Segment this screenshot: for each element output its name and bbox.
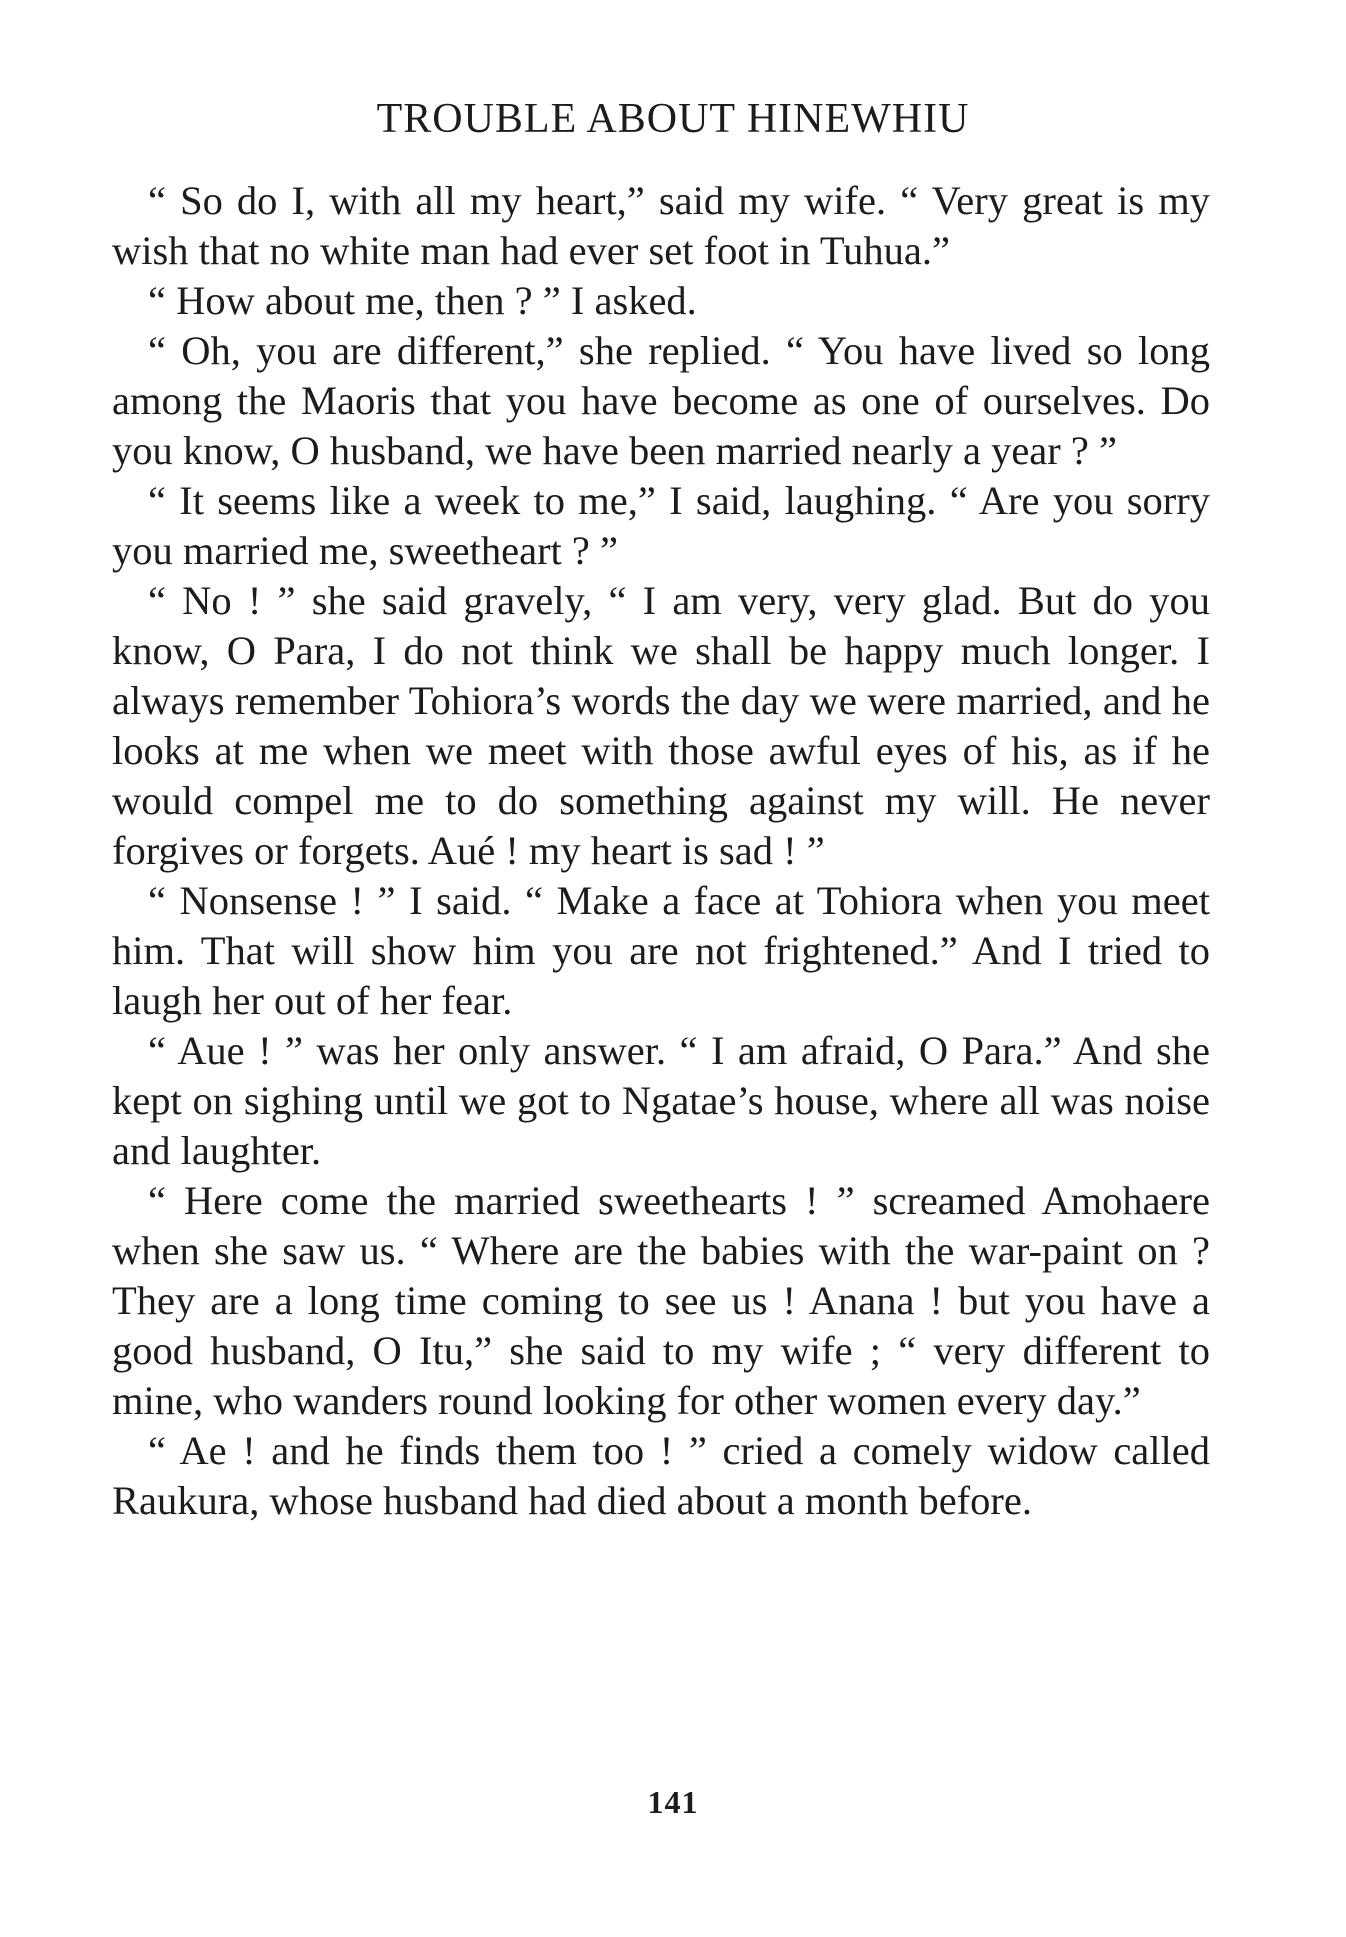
body-text bbox=[112, 176, 1210, 1526]
page-number: 141 bbox=[647, 1784, 699, 1820]
paragraph-8: “ Here come the married sweethearts ! ” screamed Amohaere when she saw us. “ Where are the babies with the war-paint on ? They are a long time coming to see us ! Anana ! but you have a good husband, O Itu,” she said to my wife ; “ very different to mine, who wanders round looking for other women every day.” bbox=[112, 1178, 1210, 1423]
paragraph-7: “ Aue ! ” was her only answer. “ I am afraid, O Para.” And she kept on sighing until we got to Ngatae’s house, where all was noise and laughter. bbox=[112, 1028, 1210, 1173]
paragraph-4: “ It seems like a week to me,” I said, laughing. “ Are you sorry you married me, sweetheart ? ” bbox=[112, 478, 1210, 573]
paragraph-3: “ Oh, you are different,” she replied. “ You have lived so long among the Maoris that you have become as one of ourselves. Do you know, O husband, we have been married nearly a year ? ” bbox=[112, 328, 1210, 473]
running-head: TROUBLE ABOUT HINEWHIU bbox=[376, 96, 970, 142]
paragraph-2: “ How about me, then ? ” I asked. bbox=[148, 278, 697, 323]
paragraph-9: “ Ae ! and he finds them too ! ” cried a comely widow called Raukura, whose husband had died about a month before. bbox=[112, 1428, 1210, 1523]
paragraph-5: “ No ! ” she said gravely, “ I am very, very glad. But do you know, O Para, I do not think we shall be happy much longer. I always remember Tohiora’s words the day we were married, and he looks at me when we meet with those awful eyes of his, as if he would compel me to do something against my will. He never forgives or forgets. Aué ! my heart is sad ! ” bbox=[112, 578, 1210, 873]
paragraph-6: “ Nonsense ! ” I said. “ Make a face at Tohiora when you meet him. That will show him you are not frightened.” And I tried to laugh her out of her fear. bbox=[112, 878, 1210, 1023]
paragraph-1: “ So do I, with all my heart,” said my wife. “ Very great is my wish that no white man had ever set foot in Tuhua.” bbox=[112, 178, 1210, 273]
